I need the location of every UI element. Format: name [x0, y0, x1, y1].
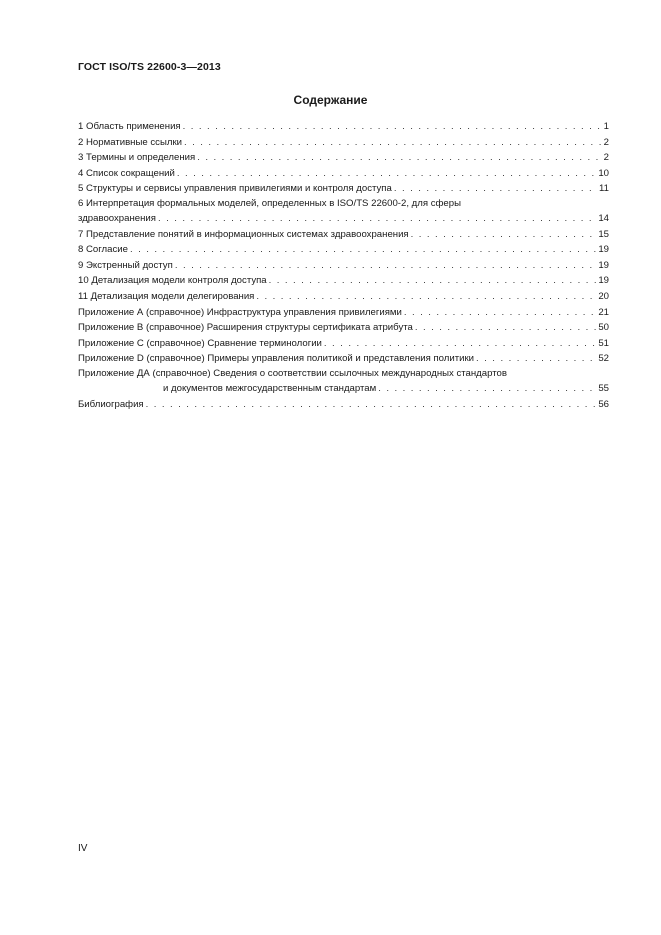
toc-entry[interactable]	[78, 227, 609, 243]
toc-entry-page: 1	[603, 121, 609, 132]
toc-entry-page: 14	[598, 212, 609, 224]
toc-entry-label: 5 Структуры и сервисы управления привилегиями и контроля доступа	[78, 183, 392, 195]
toc-entry-page: 2	[603, 152, 609, 164]
toc-entry-label: 8 Согласие	[78, 244, 128, 256]
toc-entry-page: 52	[598, 353, 609, 365]
toc-entry-page: 19	[598, 259, 609, 271]
toc-entry[interactable]	[78, 305, 609, 321]
toc-entry-label-line1: 6 Интерпретация формальных моделей, определенных в ISO/TS 22600-2, для сферы	[78, 197, 461, 209]
page-number: IV	[78, 843, 88, 854]
toc-entry[interactable]	[78, 273, 609, 289]
toc-entry-multiline[interactable]	[78, 197, 609, 227]
toc-dot-leader	[394, 181, 597, 197]
toc-entry-label: Приложение В (справочное) Расширения структуры сертификата атрибута	[78, 322, 413, 334]
toc-dot-leader	[197, 150, 601, 166]
toc-entry-label: 3 Термины и определения	[78, 152, 196, 164]
toc-entry-label: 7 Представление понятий в информационных системах здравоохранения	[78, 228, 409, 240]
toc-entry[interactable]	[78, 320, 609, 336]
toc-entry-label: 1 Область применения	[78, 121, 181, 132]
toc-dot-leader	[177, 166, 596, 182]
toc-dot-leader	[269, 273, 597, 289]
toc-dot-leader	[415, 320, 596, 336]
toc-entry[interactable]	[78, 289, 609, 305]
toc-entry[interactable]	[78, 336, 609, 352]
toc-entry-page: 10	[598, 167, 609, 179]
toc-entry-page: 51	[598, 337, 609, 349]
toc-entry[interactable]	[78, 135, 609, 151]
toc-dot-leader	[256, 289, 596, 305]
toc-entry-page: 20	[598, 290, 609, 302]
toc-entry-multiline[interactable]	[78, 367, 609, 397]
toc-entry-page: 50	[598, 322, 609, 334]
toc-entry-label: Библиография	[78, 398, 144, 410]
toc-entry-label: и документов межгосударственным стандартам	[163, 382, 377, 394]
toc-entry-label: Приложение С (справочное) Сравнение терминологии	[78, 337, 322, 349]
toc-entry[interactable]	[78, 397, 609, 413]
toc-dot-leader	[404, 305, 596, 321]
toc-dot-leader	[158, 211, 596, 227]
toc-entry-label: здравоохранения	[78, 212, 156, 224]
toc-entry-label: Приложение D (справочное) Примеры управления политикой и представления политики	[78, 353, 475, 365]
toc-entry-page: 19	[598, 275, 609, 287]
toc-entry[interactable]	[78, 351, 609, 367]
toc-entry-label: Приложение А (справочное) Инфраструктура управления привилегиями	[78, 306, 402, 318]
toc-entry[interactable]	[78, 258, 609, 274]
toc-entry[interactable]	[78, 242, 609, 258]
toc-entry-label-line1: Приложение ДА (справочное) Сведения о соответствии ссылочных международных стандартов	[78, 367, 507, 379]
toc-entry-label: 2 Нормативные ссылки	[78, 136, 183, 148]
toc-entry-label: 9 Экстренный доступ	[78, 259, 173, 271]
toc-entry-page: 2	[603, 136, 609, 148]
toc-entry-page: 19	[598, 244, 609, 256]
toc-entry-page: 55	[598, 382, 609, 394]
toc-entry-page: 11	[599, 183, 609, 195]
toc-entry-page: 21	[598, 306, 609, 318]
toc-entry-label: 4 Список сокращений	[78, 167, 175, 179]
toc-dot-leader	[130, 242, 596, 258]
toc-dot-leader	[378, 381, 596, 397]
toc-entry[interactable]	[78, 150, 609, 166]
table-of-contents	[78, 119, 609, 412]
toc-dot-leader	[411, 227, 597, 243]
toc-dot-leader	[324, 336, 596, 352]
toc-entry[interactable]	[78, 119, 609, 135]
toc-dot-leader	[183, 119, 602, 135]
toc-entry-page: 56	[598, 398, 609, 410]
toc-entry-label: 11 Детализация модели делегирования	[78, 290, 255, 302]
toc-entry-label: 10 Детализация модели контроля доступа	[78, 275, 267, 287]
toc-dot-leader	[184, 135, 602, 151]
document-code: ГОСТ ISO/TS 22600-3—2013	[78, 61, 221, 73]
toc-entry[interactable]	[78, 181, 609, 197]
toc-dot-leader	[476, 351, 596, 367]
toc-dot-leader	[146, 397, 597, 413]
toc-entry-page: 15	[598, 228, 609, 240]
toc-entry[interactable]	[78, 166, 609, 182]
toc-title: Содержание	[293, 93, 368, 107]
toc-dot-leader	[175, 258, 597, 274]
